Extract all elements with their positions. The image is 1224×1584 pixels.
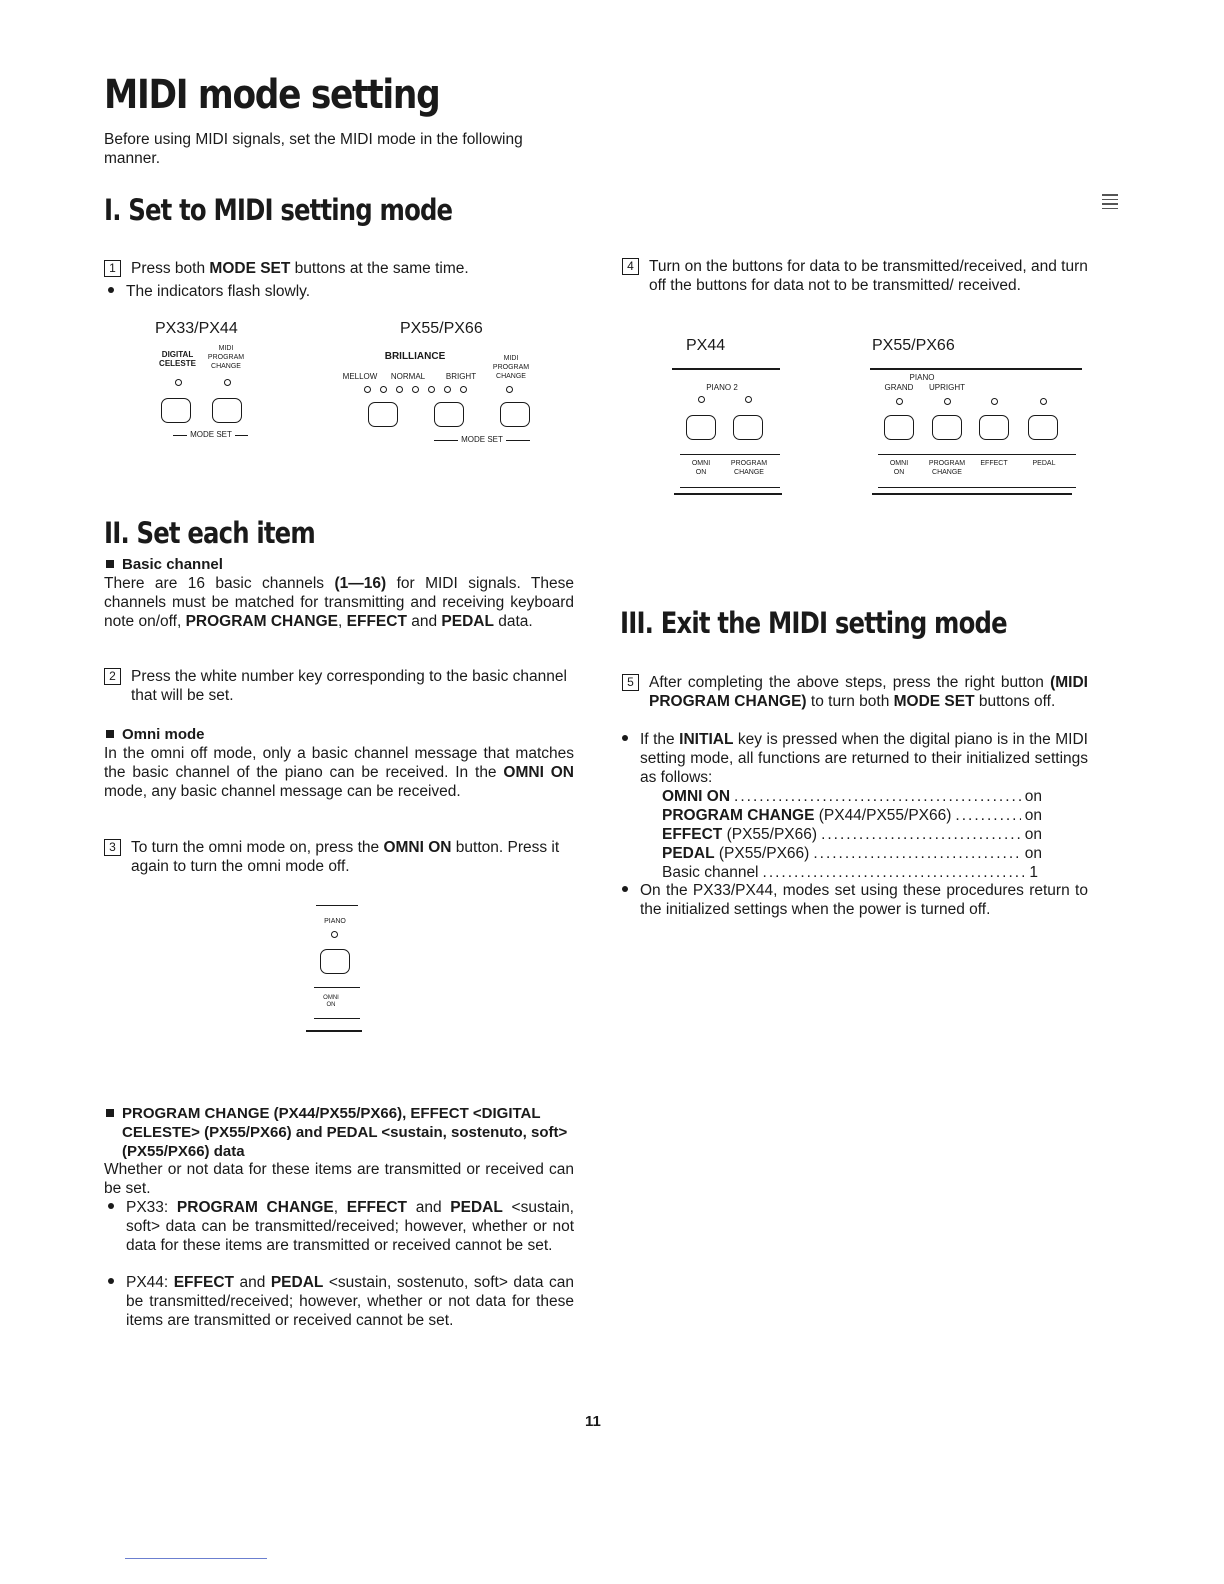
- brilliance-label: BRILLIANCE: [384, 351, 446, 362]
- power-off-bullet: On the PX33/PX44, modes set using these procedures return to the initialized settings when the power is turned off.: [618, 881, 1088, 919]
- setting-row: PEDAL (PX55/PX66) ..... on: [662, 844, 1042, 863]
- model-label: PX44: [686, 337, 726, 354]
- digital-celeste-label: DIGITAL CELESTE: [159, 350, 196, 368]
- model-label: PX55/PX66: [400, 320, 483, 337]
- setting-row: OMNI ON ..... on: [662, 787, 1042, 806]
- setting-row: EFFECT (PX55/PX66) ..... on: [662, 825, 1042, 844]
- divider: [306, 1030, 362, 1032]
- step-number: 1: [104, 260, 121, 277]
- divider: [674, 493, 782, 495]
- square-bullet-icon: [106, 560, 114, 568]
- omni-on-label: OMNI ON: [323, 995, 339, 1008]
- mode-set-button-left[interactable]: [434, 402, 464, 427]
- piano-label: PIANO: [324, 918, 346, 925]
- divider: [870, 368, 1082, 370]
- square-bullet-icon: [106, 1109, 114, 1117]
- step-4: [622, 257, 1090, 295]
- section-1-heading: I. Set to MIDI setting mode: [104, 193, 453, 227]
- omni-mode-subheading: Omni mode: [106, 725, 205, 744]
- indicator-led: [991, 398, 998, 405]
- figure-px33-px44-mode-set: [155, 320, 275, 450]
- divider: [672, 368, 780, 370]
- step-1-bullet: The indicators flash slowly.: [104, 282, 584, 301]
- indicator-led: [460, 386, 467, 393]
- basic-channel-subheading: Basic channel: [106, 555, 223, 574]
- intro-text: Before using MIDI signals, set the MIDI mode in the following manner.: [104, 131, 523, 167]
- pedal-button[interactable]: [1028, 415, 1058, 440]
- indicator-led: [364, 386, 371, 393]
- step-number: 5: [622, 674, 639, 691]
- scan-artifact-line: [125, 1558, 267, 1559]
- omni-on-button[interactable]: [686, 415, 716, 440]
- divider: [872, 493, 1072, 495]
- setting-row: Basic channel ..... 1: [662, 863, 1042, 882]
- step-3: [104, 838, 574, 876]
- step-5-text: After completing the above steps, press the right button (MIDI PROGRAM CHANGE) to turn both MODE SET buttons off.: [649, 674, 1088, 710]
- px33-bullet: PX33: PROGRAM CHANGE, EFFECT and PEDAL <sustain, soft> data can be transmitted/received; however, whether or not data for these items are transmitted or received cannot be set.: [104, 1198, 574, 1255]
- indicator-led: [944, 398, 951, 405]
- indicator-led: [396, 386, 403, 393]
- figure-px44-buttons: [672, 335, 792, 500]
- upright-label: UPRIGHT: [929, 383, 965, 392]
- indicator-led: [428, 386, 435, 393]
- initial-settings-list: [662, 787, 1042, 882]
- bright-label: BRIGHT: [445, 372, 477, 381]
- indicator-led: [698, 396, 705, 403]
- program-change-button[interactable]: [932, 415, 962, 440]
- mellow-label: MELLOW: [342, 372, 378, 381]
- program-change-label: PROGRAM CHANGE: [730, 460, 768, 476]
- basic-channel-text: There are 16 basic channels (1—16) for MIDI signals. These channels must be matched for transmitting and receiving keyboard note on/off, PROGRAM CHANGE, EFFECT and PEDAL data.: [104, 575, 574, 630]
- page-number: 11: [585, 1413, 601, 1430]
- effect-button[interactable]: [979, 415, 1009, 440]
- indicator-led: [1040, 398, 1047, 405]
- piano-label: PIANO: [909, 373, 935, 382]
- setting-row: PROGRAM CHANGE (PX44/PX55/PX66) ..... on: [662, 806, 1042, 825]
- indicator-led: [412, 386, 419, 393]
- figure-omni-on-button: [300, 905, 370, 1035]
- figure-px55-px66-mode-set: [340, 320, 540, 450]
- figure-px55-px66-buttons: [870, 335, 1090, 500]
- step-1-text: Press both MODE SET buttons at the same time.: [131, 260, 469, 277]
- section-2-heading: II. Set each item: [104, 516, 315, 550]
- step-3-text: To turn the omni mode on, press the OMNI ON button. Press it again to turn the omni mode off.: [131, 839, 560, 875]
- model-label: PX33/PX44: [155, 320, 238, 337]
- effect-label: EFFECT: [980, 460, 1008, 467]
- step-4-text: Turn on the buttons for data to be transmitted/received, and turn off the buttons for data not to be transmitted/ received.: [649, 258, 1088, 294]
- omni-on-label: OMNI ON: [691, 460, 711, 476]
- mode-set-label: MODE SET: [187, 430, 235, 439]
- step-number: 3: [104, 839, 121, 856]
- indicator-led: [506, 386, 513, 393]
- midi-program-change-label: MIDI PROGRAM CHANGE: [492, 355, 530, 380]
- section-3-heading: III. Exit the MIDI setting mode: [620, 606, 1007, 640]
- program-change-subheading: PROGRAM CHANGE (PX44/PX55/PX66), EFFECT <DIGITAL CELESTE> (PX55/PX66) and PEDAL <sustain, sostenuto, soft> (PX55/PX66) data: [106, 1104, 576, 1161]
- mode-set-label: MODE SET: [458, 435, 506, 444]
- step-1: [104, 259, 584, 278]
- px44-bullet: PX44: EFFECT and PEDAL <sustain, sostenuto, soft> data can be transmitted/received; however, whether or not data for these items are transmitted or received cannot be set.: [104, 1273, 574, 1330]
- indicator-led: [380, 386, 387, 393]
- mode-set-button-right[interactable]: [212, 398, 242, 423]
- indicator-led: [224, 379, 231, 386]
- mode-set-button-left[interactable]: [161, 398, 191, 423]
- pedal-label: PEDAL: [1032, 460, 1056, 467]
- indicator-led: [331, 931, 338, 938]
- omni-on-button[interactable]: [884, 415, 914, 440]
- program-change-text: Whether or not data for these items are transmitted or received can be set.: [104, 1161, 574, 1197]
- indicator-led: [444, 386, 451, 393]
- step-5: [622, 673, 1088, 711]
- indicator-led: [175, 379, 182, 386]
- step-number: 4: [622, 258, 639, 275]
- page-title: MIDI mode setting: [104, 72, 440, 118]
- omni-on-button[interactable]: [320, 949, 350, 974]
- piano-2-label: PIANO 2: [706, 383, 738, 392]
- divider: [316, 905, 358, 906]
- step-2-text: Press the white number key corresponding to the basic channel that will be set.: [131, 668, 567, 704]
- midi-program-change-label: MIDI PROGRAM CHANGE: [207, 345, 245, 370]
- model-label: PX55/PX66: [872, 337, 955, 354]
- grand-label: GRAND: [884, 383, 914, 392]
- initial-key-bullet: If the INITIAL key is pressed when the digital piano is in the MIDI setting mode, all functions are returned to their initialized settings as follows:: [618, 730, 1088, 787]
- program-change-button[interactable]: [733, 415, 763, 440]
- omni-on-label: OMNI ON: [889, 460, 909, 476]
- indicator-led: [896, 398, 903, 405]
- omni-mode-text: In the omni off mode, only a basic channel message that matches the basic channel of the piano can be received. In the OMNI ON mode, any basic channel message can be received.: [104, 745, 574, 800]
- mode-set-button-right[interactable]: [500, 402, 530, 427]
- square-bullet-icon: [106, 730, 114, 738]
- scan-artifact-mark: [1102, 194, 1118, 212]
- brilliance-button[interactable]: [368, 402, 398, 427]
- program-change-label: PROGRAM CHANGE: [928, 460, 966, 476]
- step-2: [104, 667, 574, 705]
- step-number: 2: [104, 668, 121, 685]
- normal-label: NORMAL: [390, 372, 426, 381]
- indicator-led: [745, 396, 752, 403]
